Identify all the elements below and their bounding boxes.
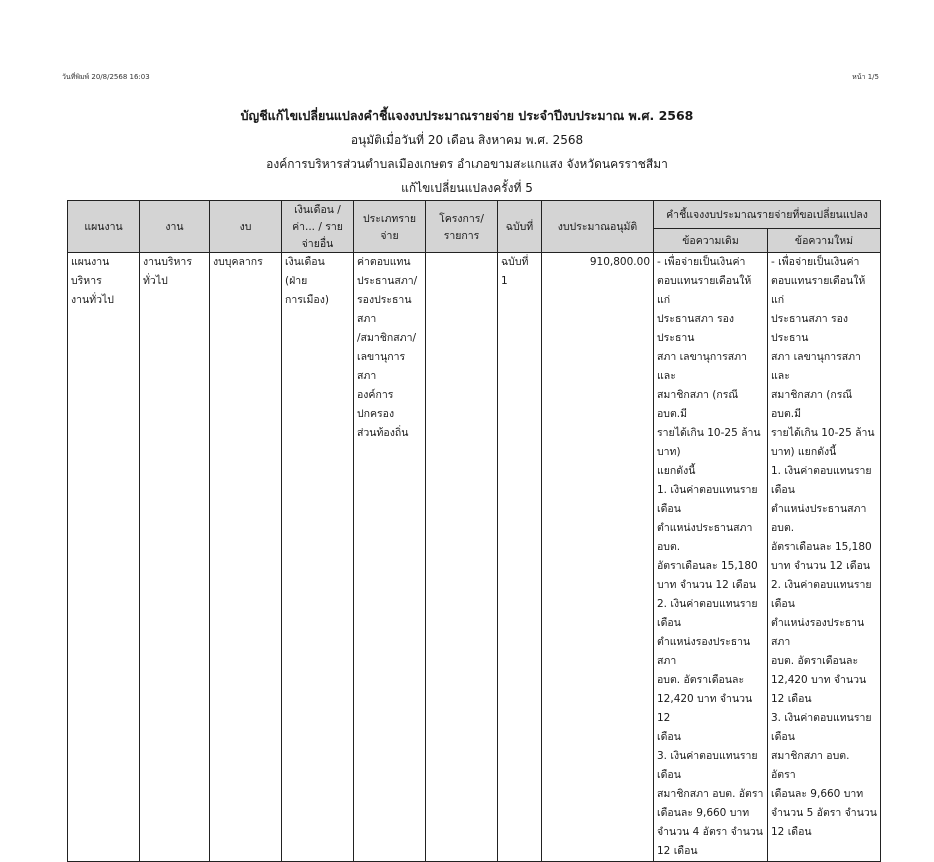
cell-plan: แผนงานบริหาร งานทั่วไป xyxy=(68,253,140,862)
cell-version: ฉบับที่ 1 xyxy=(498,253,542,862)
cell-approved-amount: 910,800.00 xyxy=(542,253,654,862)
document-title: บัญชีแก้ไขเปลี่ยนแปลงคำชี้แจงงบประมาณรายจ่าย ประจำปีงบประมาณ พ.ศ. 2568 xyxy=(240,108,694,123)
table-row xyxy=(68,253,881,862)
budget-change-table xyxy=(67,200,881,862)
approval-date: อนุมัติเมื่อวันที่ 20 เดือน สิงหาคม พ.ศ. 2568 xyxy=(350,133,584,147)
revision-number: แก้ไขเปลี่ยนแปลงครั้งที่ 5 xyxy=(401,181,533,195)
cell-new-text: - เพื่อจ่ายเป็นเงินค่า ตอบแทนรายเดือนให้แก่ ประธานสภา รองประธาน สภา เลขานุการสภาและ สมาชิกสภา (กรณี อบต.มี รายได้เกิน 10-25 ล้าน บาท) แยกดังนี้ 1. เงินค่าตอบแทนรายเดือน ตำแหน่งประธานสภา อบต. อัตราเดือนละ 15,180 บาท จำนวน 12 เดือน 2. เงินค่าตอบแทนรายเดือน ตำแหน่งรองประธานสภา อบต. อัตราเดือนละ 12,420 บาท จำนวน 12 เดือน 3. เงินค่าตอบแทนรายเดือน สมาชิกสภา อบต. อัตรา เดือนละ 9,660 บาท จำนวน 5 อัตรา จำนวน 12 เดือน xyxy=(768,253,881,862)
cell-expense-type: ค่าตอบแทน ประธานสภา/ รองประธานสภา /สมาชิกสภา/ เลขานุการสภา องค์การปกครอง ส่วนท้องถิ่น xyxy=(354,253,426,862)
header-salary: เงินเดือน /ค่า... / รายจ่ายอื่น xyxy=(282,201,354,253)
header-plan: แผนงาน xyxy=(68,201,140,253)
header-old-text: ข้อความเดิม xyxy=(654,229,768,253)
header-new-text: ข้อความใหม่ xyxy=(768,229,881,253)
cell-salary: เงินเดือน (ฝ่าย การเมือง) xyxy=(282,253,354,862)
header-explanation-group: คำชี้แจงงบประมาณรายจ่ายที่ขอเปลี่ยนแปลง xyxy=(654,201,881,229)
organization-name: องค์การบริหารส่วนตำบลเมืองเกษตร อำเภอขามสะแกแสง จังหวัดนครราชสีมา xyxy=(266,157,668,171)
cell-project xyxy=(426,253,498,862)
cell-old-text: - เพื่อจ่ายเป็นเงินค่า ตอบแทนรายเดือนให้แก่ ประธานสภา รองประธาน สภา เลขานุการสภาและ สมาชิกสภา (กรณี อบต.มี รายได้เกิน 10-25 ล้านบาท) แยกดังนี้ 1. เงินค่าตอบแทนรายเดือน ตำแหน่งประธานสภา อบต. อัตราเดือนละ 15,180 บาท จำนวน 12 เดือน 2. เงินค่าตอบแทนรายเดือน ตำแหน่งรองประธานสภา อบต. อัตราเดือนละ 12,420 บาท จำนวน 12 เดือน 3. เงินค่าตอบแทนรายเดือน สมาชิกสภา อบต. อัตรา เดือนละ 9,660 บาท จำนวน 4 อัตรา จำนวน 12 เดือน xyxy=(654,253,768,862)
header-version: ฉบับที่ xyxy=(498,201,542,253)
header-expense-type: ประเภทรายจ่าย xyxy=(354,201,426,253)
page-number: หน้า 1/5 xyxy=(852,73,879,81)
header-budget: งบ xyxy=(210,201,282,253)
header-work: งาน xyxy=(140,201,210,253)
header-project: โครงการ/รายการ xyxy=(426,201,498,253)
header-approved-amount: งบประมาณอนุมัติ xyxy=(542,201,654,253)
print-date: วันที่พิมพ์ 20/8/2568 16:03 xyxy=(62,73,150,81)
cell-work: งานบริหารทั่วไป xyxy=(140,253,210,862)
cell-budget: งบบุคลากร xyxy=(210,253,282,862)
